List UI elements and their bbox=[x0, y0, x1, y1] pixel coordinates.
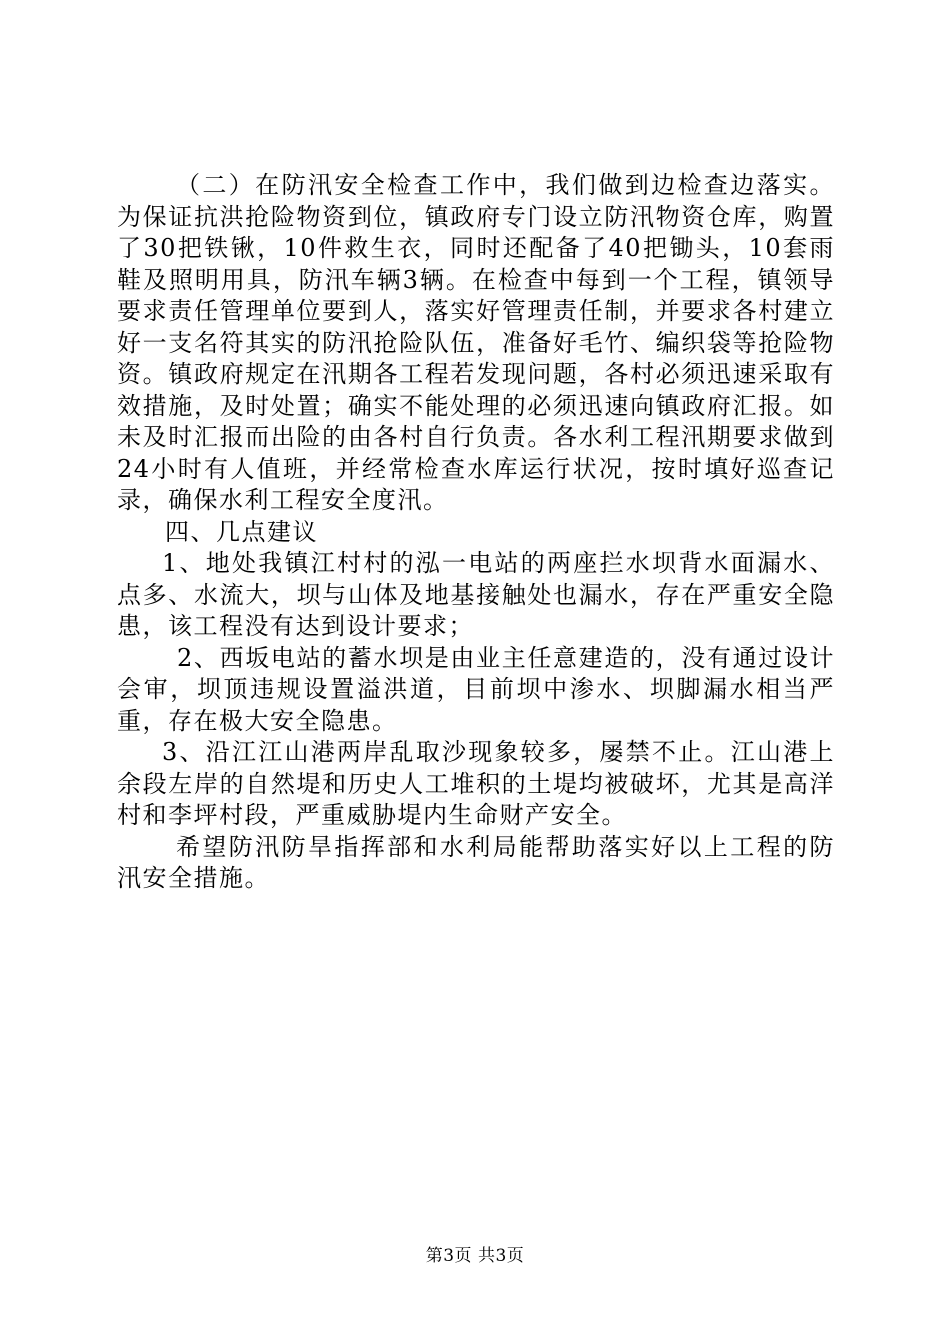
section-heading-suggestions: 四、几点建议 bbox=[165, 517, 318, 546]
suggestion-item-1: 1、地处我镇江村村的泓一电站的两座拦水坝背水面漏水、点多、水流大，坝与山体及地基接触处也漏水，存在严重安全隐患，该工程没有达到设计要求； bbox=[117, 549, 835, 640]
document-body bbox=[117, 170, 835, 895]
paragraph-flood-inspection: （二）在防汛安全检查工作中，我们做到边检查边落实。为保证抗洪抢险物资到位，镇政府专门设立防汛物资仓库，购置了30把铁锹，10件救生衣，同时还配备了40把锄头，10套雨鞋及照明用具，防汛车辆3辆。在检查中每到一个工程，镇领导要求责任管理单位要到人，落实好管理责任制，并要求各村建立好一支名符其实的防汛抢险队伍，准备好毛竹、编织袋等抢险物资。镇政府规定在汛期各工程若发现问题，各村必须迅速采取有效措施，及时处置；确实不能处理的必须迅速向镇政府汇报。如未及时汇报而出险的由各村自行负责。各水利工程汛期要求做到24小时有人值班，并经常检查水库运行状况，按时填好巡查记录，确保水利工程安全度汛。 bbox=[117, 171, 835, 514]
suggestion-item-3: 3、沿江江山港两岸乱取沙现象较多，屡禁不止。江山港上余段左岸的自然堤和历史人工堆积的土堤均被破坏，尤其是高洋村和李坪村段，严重威胁堤内生命财产安全。 bbox=[117, 738, 835, 829]
suggestion-item-2: 2、西坂电站的蓄水坝是由业主任意建造的，没有通过设计会审，坝顶违规设置溢洪道，目前坝中渗水、坝脚漏水相当严重，存在极大安全隐患。 bbox=[117, 643, 835, 735]
page-footer: 第3页 共3页 bbox=[425, 1246, 525, 1266]
closing-paragraph: 希望防汛防旱指挥部和水利局能帮助落实好以上工程的防汛安全措施。 bbox=[117, 832, 835, 892]
